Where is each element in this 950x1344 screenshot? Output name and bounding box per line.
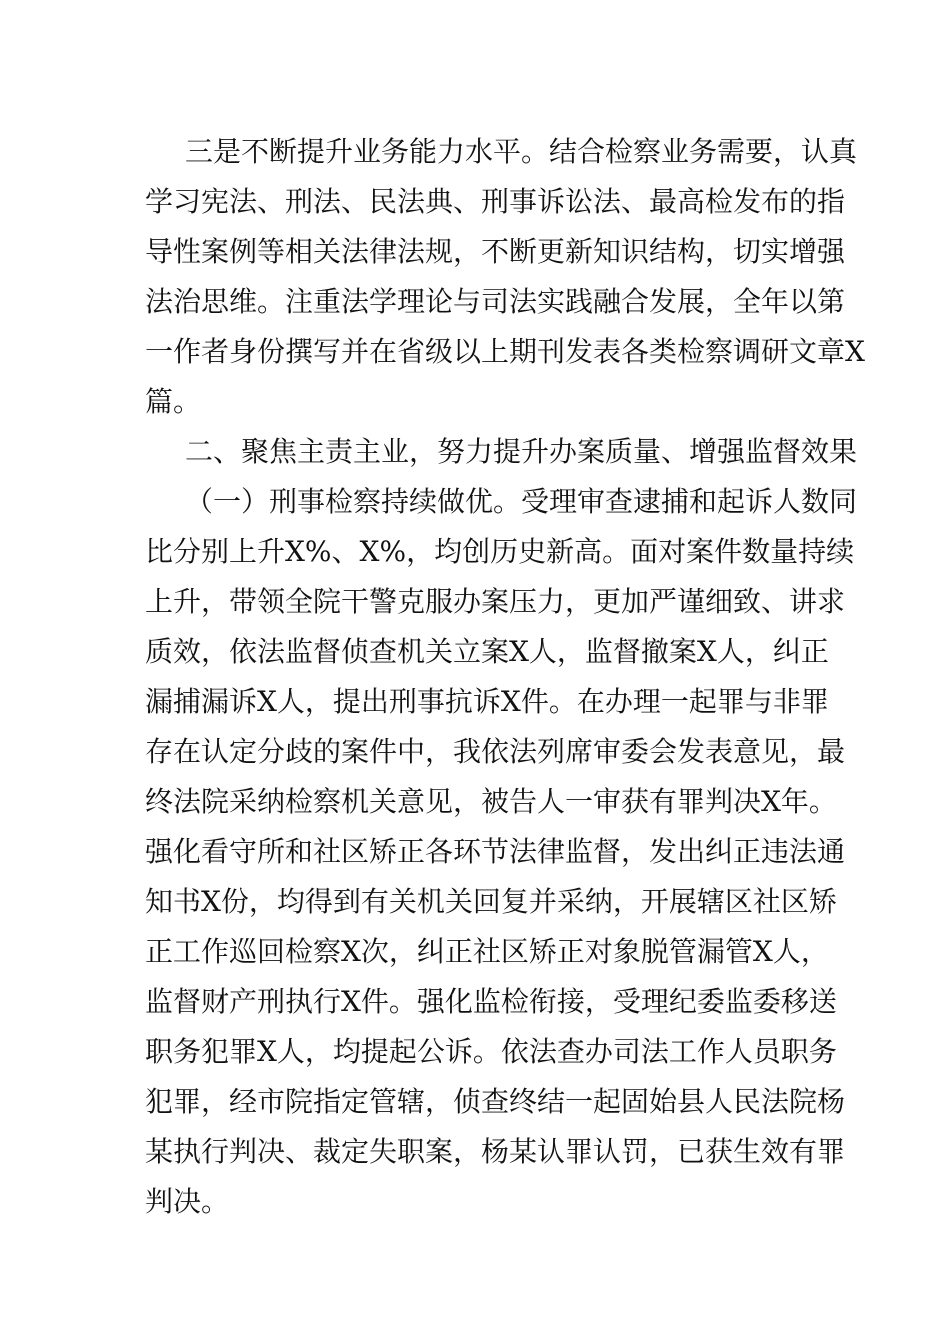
text-line: 学习宪法、刑法、民法典、刑事诉讼法、最高检发布的指 [145, 185, 846, 218]
text-line: 存在认定分歧的案件中，我依法列席审委会发表意见，最 [145, 735, 846, 768]
section-heading [145, 427, 858, 477]
paragraph-criminal-procuratorate [145, 477, 858, 1227]
document-body [145, 127, 865, 1227]
text-line: 漏捕漏诉X人，提出刑事抗诉X件。在办理一起罪与非罪 [145, 685, 829, 718]
text-line: 篇。 [145, 385, 202, 418]
paragraph-capability [145, 127, 865, 427]
text-line: 职务犯罪X人，均提起公诉。依法查办司法工作人员职务 [145, 1035, 837, 1068]
text-line: 犯罪，经市院指定管辖，侦查终结一起固始县人民法院杨 [145, 1085, 846, 1118]
text-line: 二、聚焦主责主业，努力提升办案质量、增强监督效果 [185, 435, 858, 468]
text-line: 终法院采纳检察机关意见，被告人一审获有罪判决X年。 [145, 785, 837, 818]
text-line: 导性案例等相关法律法规，不断更新知识结构，切实增强 [145, 235, 846, 268]
text-line: 强化看守所和社区矫正各环节法律监督，发出纠正违法通 [145, 835, 846, 868]
text-line: 判决。 [145, 1185, 230, 1218]
text-line: 上升，带领全院干警克服办案压力，更加严谨细致、讲求 [145, 585, 846, 618]
text-line: 比分别上升X%、X%，均创历史新高。面对案件数量持续 [145, 535, 855, 568]
text-line: 法治思维。注重法学理论与司法实践融合发展，全年以第 [145, 285, 846, 318]
text-line: 某执行判决、裁定失职案，杨某认罪认罚，已获生效有罪 [145, 1135, 846, 1168]
text-line: 质效，依法监督侦查机关立案X人，监督撤案X人，纠正 [145, 635, 829, 668]
text-line: 三是不断提升业务能力水平。结合检察业务需要，认真 [185, 135, 858, 168]
text-line: （一）刑事检察持续做优。受理审查逮捕和起诉人数同 [185, 485, 858, 518]
text-line: 一作者身份撰写并在省级以上期刊发表各类检察调研文章X [145, 335, 865, 368]
text-line: 监督财产刑执行X件。强化监检衔接，受理纪委监委移送 [145, 985, 837, 1018]
text-line: 知书X份，均得到有关机关回复并采纳，开展辖区社区矫 [145, 885, 837, 918]
text-line: 正工作巡回检察X次，纠正社区矫正对象脱管漏管X人， [145, 935, 829, 968]
